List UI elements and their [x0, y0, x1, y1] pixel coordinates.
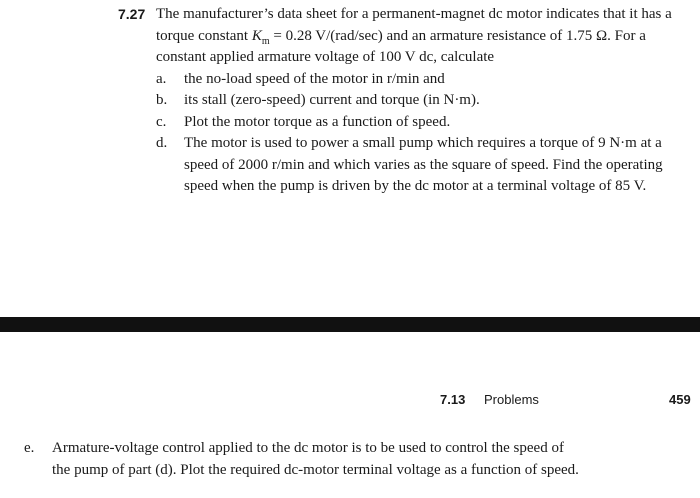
page-divider — [0, 317, 700, 332]
part-label: b. — [156, 92, 168, 108]
part-b — [118, 90, 678, 112]
section-number: 7.13 — [440, 392, 466, 407]
problem-text-rest: = 0.28 V/(rad/sec) and an armature resistance of 1.75 Ω. For a constant applied armature voltage of 100 V dc, calculate — [156, 27, 646, 65]
part-text: Plot the motor torque as a function of speed. — [184, 113, 451, 130]
parts-list — [118, 69, 678, 198]
problem-text — [156, 4, 678, 69]
part-label: d. — [156, 135, 168, 151]
running-head — [0, 392, 700, 410]
part-label: e. — [24, 440, 35, 456]
torque-constant-subscript: m — [261, 35, 270, 47]
part-text: The motor is used to power a small pump which requires a torque of 9 N·m at a speed of 2000 r/min and which varies as the square of speed. Find the operating speed when the pump is driven by the dc motor at a terminal voltage of 85 V. — [184, 135, 663, 194]
page-number: 459 — [669, 392, 691, 407]
part-d — [118, 133, 678, 198]
problem-text-intro: The manufacturer’s data sheet for a permanent-magnet dc motor indicates that it has a torque constant — [156, 6, 672, 44]
part-text: Armature-voltage control applied to the dc motor is to be used to control the speed of the pump of part (d). Plot the required dc-motor terminal voltage as a function of speed. — [52, 440, 579, 478]
torque-constant-symbol: K — [251, 27, 262, 44]
part-e — [24, 438, 584, 481]
section-title: Problems — [484, 392, 539, 407]
part-text: the no-load speed of the motor in r/min and — [184, 70, 445, 87]
problem-statement — [118, 4, 678, 69]
problem-number: 7.27 — [118, 6, 146, 22]
part-c — [118, 112, 678, 134]
part-a — [118, 69, 678, 91]
part-label: c. — [156, 113, 167, 130]
problem-7-27 — [118, 4, 678, 198]
part-text: its stall (zero-speed) current and torque (in N·m). — [184, 92, 480, 108]
part-label: a. — [156, 70, 167, 87]
